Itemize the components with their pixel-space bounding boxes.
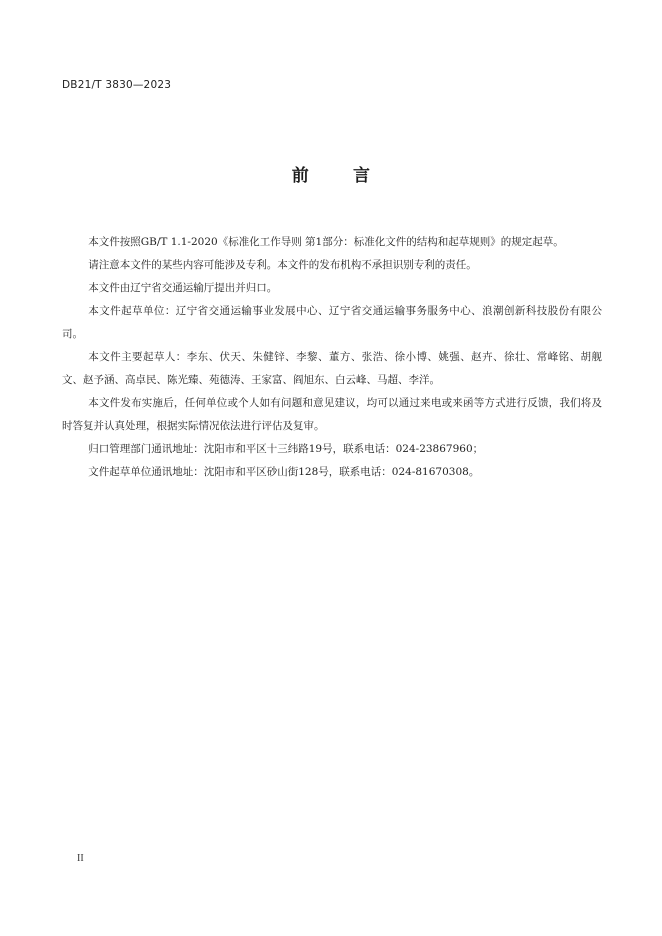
paragraph-drafting-units: 本文件起草单位：辽宁省交通运输事业发展中心、辽宁省交通运输事务服务中心、浪潮创新科技股份有限公司。 — [62, 305, 602, 340]
paragraph-drafting-rules: 本文件按照GB/T 1.1-2020《标准化工作导则 第1部分：标准化文件的结构和起草规则》的规定起草。 — [88, 236, 564, 248]
paragraph-drafters: 本文件主要起草人：李东、伏天、朱健锌、李黎、董方、张浩、徐小博、姚强、赵卉、徐壮、常峰铭、胡舰文、赵予涵、高卓民、陈光臻、苑德涛、王家富、阎旭东、白云峰、马超、李洋。 — [62, 351, 602, 386]
page-number: II — [77, 853, 84, 864]
paragraph-drafter-address: 文件起草单位通讯地址：沈阳市和平区砂山街128号，联系电话：024-81670308。 — [88, 466, 480, 478]
paragraph-patent-notice: 请注意本文件的某些内容可能涉及专利。本文件的发布机构不承担识别专利的责任。 — [88, 259, 477, 271]
paragraph-admin-address: 归口管理部门通讯地址：沈阳市和平区十三纬路19号，联系电话：024-23867960； — [88, 443, 484, 455]
title-char-2: 言 — [353, 166, 371, 186]
foreword-body — [62, 231, 602, 484]
paragraph-feedback: 本文件发布实施后，任何单位或个人如有问题和意见建议，均可以通过来电或来函等方式进行反馈，我们将及时答复并认真处理，根据实际情况依法进行评估及复审。 — [62, 397, 602, 432]
document-code: DB21/T 3830—2023 — [62, 79, 172, 91]
title-char-1: 前 — [291, 166, 309, 186]
page-title — [0, 161, 662, 186]
paragraph-proposer: 本文件由辽宁省交通运输厅提出并归口。 — [88, 282, 278, 294]
